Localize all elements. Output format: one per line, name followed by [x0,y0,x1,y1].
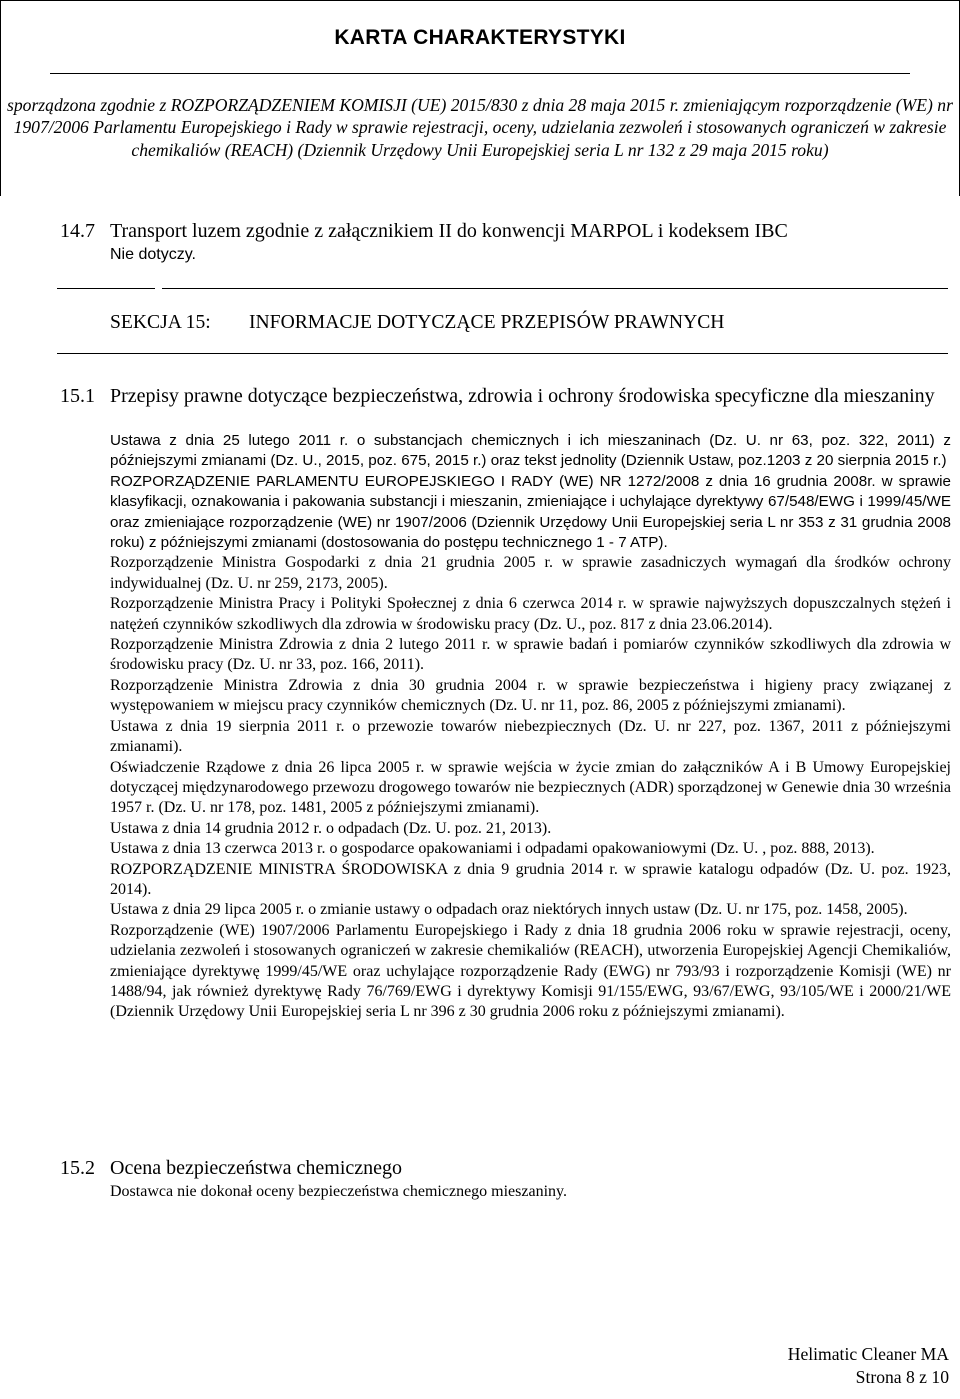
regulation-item: Rozporządzenie Ministra Zdrowia z dnia 2 lutego 2011 r. w sprawie badań i pomiarów czynników szkodliwych dla zdrowia w środowisku pracy (Dz. U. nr 33, poz. 166, 2011). [110,636,951,674]
section-14-7-heading [60,219,788,243]
regulation-item: Rozporządzenie (WE) 1907/2006 Parlamentu Europejskiego i Rady z dnia 18 grudnia 2006 roku w sprawie rejestracji, oceny, udzielania zezwoleń i stosowanych ograniczeń w zakresie chemikaliów (REACH), utworzenia Europejskiej Agencji Chemikaliów, zmieniające dyrektywę 1999/45/WE oraz uchylające rozporządzenie Rady (EWG) nr 793/93 i rozporządzenie Komisji (WE) nr 1488/94, jak również dyrektywę Rady 76/769/EWG i dyrektywy Komisji 91/155/EWG, 93/67/EWG, 93/105/WE i 2000/21/WE (Dziennik Urzędowy Unii Europejskiej seria L nr 396 z 30 grudnia 2006 roku z późniejszymi zmianami). [110,921,951,1021]
section-title: INFORMACJE DOTYCZĄCE PRZEPISÓW PRAWNYCH [249,312,725,333]
footer-product-name: Helimatic Cleaner MA [787,1344,949,1364]
section-divider-short [57,288,155,289]
section-number: 15.2 [60,1157,95,1179]
regulation-item: Rozporządzenie Ministra Zdrowia z dnia 30 grudnia 2004 r. w sprawie bezpieczeństwa i higieny pracy związanej z występowaniem w miejscu pracy czynników chemicznych (Dz. U. nr 11, poz. 86, 2005 z późniejszymi zmianami). [110,676,951,715]
title-divider [50,73,910,74]
regulation-item: Ustawa z dnia 13 czerwca 2013 r. o gospodarce opakowaniami i odpadami opakowaniowymi (Dz. U. , poz. 888, 2013). [110,840,875,858]
section-number: 14.7 [60,220,95,242]
regulation-item: Ustawa z dnia 19 sierpnia 2011 r. o przewozie towarów niebezpiecznych (Dz. U. nr 227, poz. 1367, 2011 z późniejszymi zmianami). [110,717,951,756]
section-divider-long [162,288,948,289]
regulation-item: Ustawa z dnia 29 lipca 2005 r. o zmianie ustawy o odpadach oraz niektórych innych ustaw (Dz. U. nr 175, poz. 1458, 2005). [110,901,908,919]
section-label: SEKCJA 15: [110,312,211,333]
regulation-item: Oświadczenie Rządowe z dnia 26 lipca 2005 r. w sprawie wejścia w życie zmian do załączników A i B Umowy Europejskiej dotyczącej międzynarodowego przewozu drogowego towarów nie bezpiecznych (ADR) sporządzonej w Genewie dnia 30 września 1957 r. (Dz. U. nr 178, poz. 1481, 2005 z późniejszymi zmianami). [110,758,951,817]
section-15-2-heading [60,1157,402,1180]
section-15-1-heading [60,384,950,409]
section-title: Ocena bezpieczeństwa chemicznego [110,1157,403,1179]
regulation-item: ROZPORZĄDZENIE MINISTRA ŚRODOWISKA z dnia 9 grudnia 2014 r. w sprawie katalogu odpadów (Dz. U. poz. 1923, 2014). [110,860,951,898]
section-15-heading [110,312,724,334]
footer-page-number: Strona 8 z 10 [855,1367,949,1387]
regulation-item: Rozporządzenie Ministra Pracy i Polityki Społecznej z dnia 6 czerwca 2014 r. w sprawie najwyższych dopuszczalnych stężeń i natężeń czynników szkodliwych dla zdrowia w środowisku pracy (Dz. U., poz. 817 z dnia 23.06.2014). [110,595,951,633]
regulation-item: Ustawa z dnia 25 lutego 2011 r. o substancjach chemicznych i ich mieszaninach (Dz. U. nr 63, poz. 322, 2011) z późniejszymi zmianami (Dz. U., 2015, poz. 675, 2015 r.) oraz tekst jednolity (Dziennik Ustaw, poz.1203 z 20 sierpnia 2015 r.) [110,432,951,470]
section-number: 15.1 [60,385,95,407]
section-14-7-text: Nie dotyczy. [110,246,196,263]
regulations-list [110,431,951,1023]
regulation-subtitle: sporządzona zgodnie z ROZPORZĄDZENIEM KOMISJI (UE) 2015/830 z dnia 28 maja 2015 r. zmieniającym rozporządzenie (WE) nr 1907/2006 Parlamentu Europejskiego i Rady w sprawie rejestracji, oceny, udzielania zezwoleń i stosowanych ograniczeń w zakresie chemikaliów (REACH) (Dziennik Urzędowy Unii Europejskiej seria L nr 132 z 29 maja 2015 roku) [7,95,953,160]
section-15-divider [57,353,948,354]
section-title: Transport luzem zgodnie z załącznikiem II do konwencji MARPOL i kodeksem IBC [110,220,788,242]
regulation-item: ROZPORZĄDZENIE PARLAMENTU EUROPEJSKIEGO I RADY (WE) NR 1272/2008 z dnia 16 grudnia 2008r. w sprawie klasyfikacji, oznakowania i pakowania substancji i mieszanin, zmieniające i uchylające dyrektywy 67/548/EWG i 1999/45/WE oraz zmieniające rozporządzenie (WE) nr 1907/2006 (Dziennik Urzędowy Unii Europejskiej seria L nr 353 z 31 grudnia 2008 roku) z późniejszymi zmianami (dostosowania do postępu technicznego 1 - 7 ATP). [110,472,951,552]
regulation-item: Rozporządzenie Ministra Gospodarki z dnia 21 grudnia 2005 r. w sprawie zasadniczych wymagań dla środków ochrony indywidualnej (Dz. U. nr 259, 2173, 2005). [110,554,951,592]
section-title: Przepisy prawne dotyczące bezpieczeństwa, zdrowia i ochrony środowiska specyficzne dla mieszaniny [110,385,935,407]
regulation-item: Ustawa z dnia 14 grudnia 2012 r. o odpadach (Dz. U. poz. 21, 2013). [110,819,552,837]
section-15-2-text: Dostawca nie dokonał oceny bezpieczeństwa chemicznego mieszaniny. [110,1183,567,1200]
document-title: KARTA CHARAKTERYSTYKI [334,26,626,49]
